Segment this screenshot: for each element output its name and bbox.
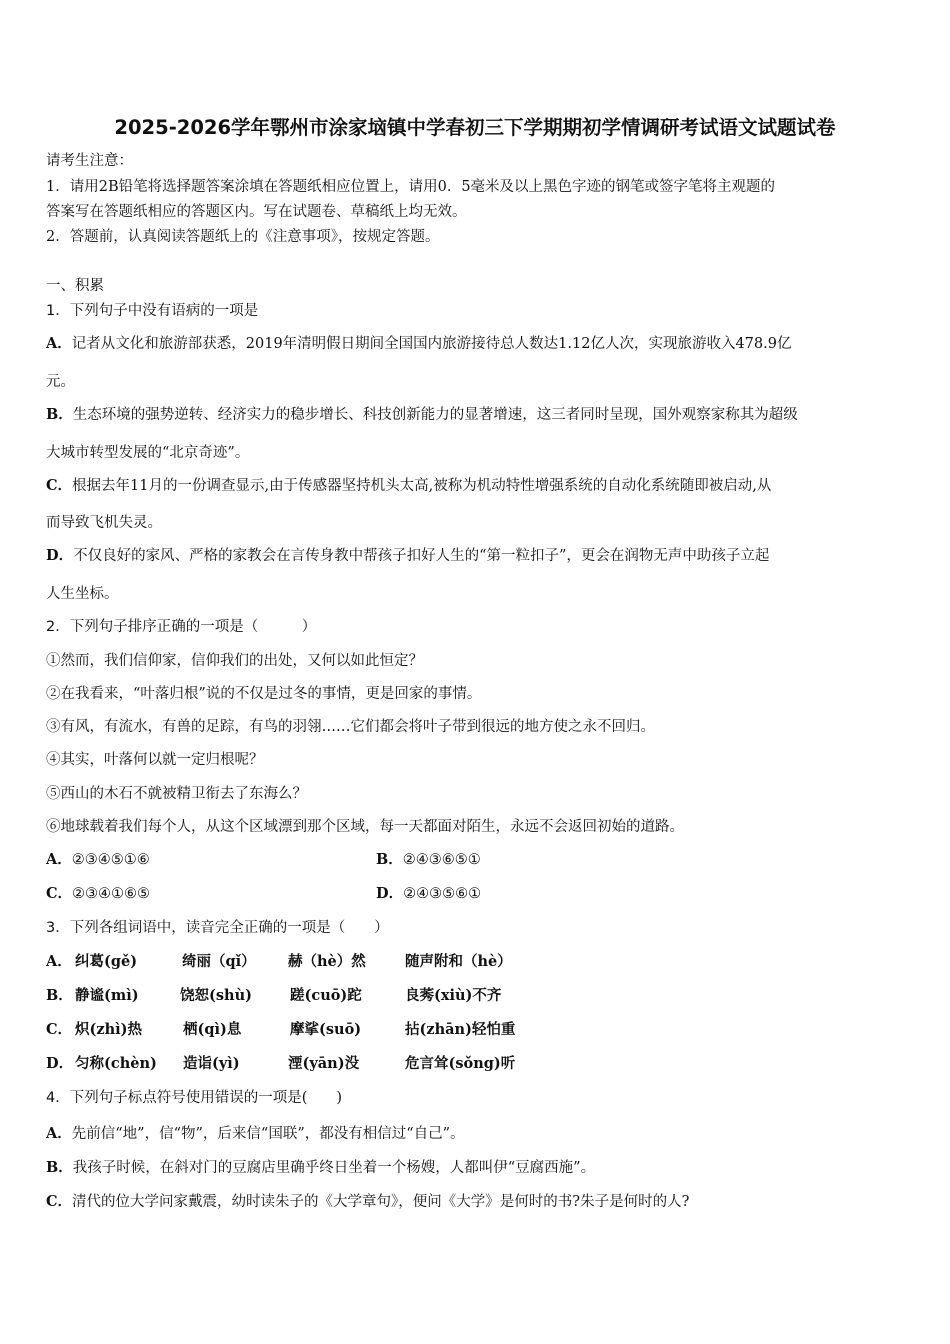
section-heading: 一、积累 xyxy=(46,278,104,294)
q3-c-word-4: 拈(zhān)轻怕重 xyxy=(405,1021,516,1038)
option-label: B． xyxy=(46,987,73,1004)
option-label: A． xyxy=(46,851,72,868)
option-label: A． xyxy=(46,1125,72,1142)
q3-a-word-3: 赫（hè）然 xyxy=(288,953,366,970)
question-3 xyxy=(46,918,389,938)
q1-option-c xyxy=(46,476,771,496)
option-text: ②③④①⑥⑤ xyxy=(72,886,151,902)
q2-sentence-4: ④其实，叶落何以就一定归根呢？ xyxy=(46,752,264,768)
question-1 xyxy=(46,301,258,321)
option-label: A． xyxy=(46,953,72,970)
question-1-stem: 下列句子中没有语病的一项是 xyxy=(69,303,259,319)
q2-option-a xyxy=(46,850,150,870)
notice-line-1: 1．请用2B铅笔将选择题答案涂填在答题纸相应位置上，请用0．5毫米及以上黑色字迹的钢笔或签字笔将主观题的 xyxy=(46,179,776,195)
q4-option-c xyxy=(46,1192,689,1212)
q1-option-b-cont: 大城市转型发展的“北京奇迹”。 xyxy=(46,445,250,461)
option-text: 记者从文化和旅游部获悉，2019年清明假日期间全国国内旅游接待总人数达1.12亿人次，实现旅游收入478.9亿 xyxy=(71,336,792,352)
option-text: ②④③⑤⑥① xyxy=(403,886,482,902)
question-3-stem: 下列各组词语中，读音完全正确的一项是（ ） xyxy=(69,920,389,936)
q3-a-word-4: 随声附和（hè） xyxy=(405,953,512,970)
question-4 xyxy=(46,1088,342,1108)
option-text: 生态环境的强势逆转、经济实力的稳步增长、科技创新能力的显著增速，这三者同时呈现，国外观察家称其为超级 xyxy=(72,407,798,423)
option-text: 我孩子时候，在斜对门的豆腐店里确乎终日坐着一个杨嫂，人都叫伊“豆腐西施”。 xyxy=(72,1160,596,1176)
question-2 xyxy=(46,617,316,637)
q3-c-word-2: 栖(qì)息 xyxy=(183,1021,242,1038)
option-text: 根据去年11月的一份调查显示,由于传感器坚持机头太高,被称为机动特性增强系统的自动化系统随即被启动,从 xyxy=(72,478,772,494)
option-text: 清代的位大学问家戴震，幼时读朱子的《大学章句》，便问《大学》是何时的书?朱子是何时的人? xyxy=(72,1194,690,1210)
q3-d-word-3: 湮(yān)没 xyxy=(288,1055,360,1072)
q4-option-b xyxy=(46,1158,595,1178)
option-label: A． xyxy=(46,335,72,352)
option-label: C． xyxy=(46,477,73,494)
question-2-number: 2． xyxy=(46,619,70,635)
question-2-stem: 下列句子排序正确的一项是（ ） xyxy=(69,619,317,635)
option-label: D． xyxy=(46,547,74,564)
q2-option-d xyxy=(376,884,481,904)
q1-option-a-cont: 元。 xyxy=(46,374,75,390)
q2-sentence-1: ①然而，我们信仰家，信仰我们的出处，又何以如此恒定？ xyxy=(46,653,423,669)
q3-d-word-2: 造诣(yì) xyxy=(183,1055,240,1072)
notice-line-3: 2．答题前，认真阅读答题纸上的《注意事项》，按规定答题。 xyxy=(46,229,440,245)
option-label: B． xyxy=(46,406,73,423)
exam-title: 2025-2026学年鄂州市涂家垴镇中学春初三下学期期初学情调研考试语文试题试卷 xyxy=(114,116,836,139)
q1-option-c-cont: 而导致飞机失灵。 xyxy=(46,515,162,531)
option-text: 不仅良好的家风、严格的家教会在言传身教中帮孩子扣好人生的“第一粒扣子”，更会在润物无声中助孩子立起 xyxy=(73,548,770,564)
q3-c-word-1: 炽(zhì)热 xyxy=(75,1021,143,1038)
q3-b-word-4: 良莠(xiù)不齐 xyxy=(405,987,502,1004)
notice-heading: 请考生注意： xyxy=(46,153,133,169)
q3-b-word-1: 静谧(mì) xyxy=(75,987,139,1004)
q2-sentence-2: ②在我看来，“叶落归根”说的不仅是过冬的事情，更是回家的事情。 xyxy=(46,686,482,702)
q2-sentence-5: ⑤西山的木石不就被精卫衔去了东海么？ xyxy=(46,786,307,802)
question-3-number: 3． xyxy=(46,920,70,936)
q1-option-b xyxy=(46,405,798,425)
q3-d-word-1: 匀称(chèn) xyxy=(75,1055,157,1072)
option-label: C． xyxy=(46,1021,73,1038)
q3-c-word-3: 摩挲(suō) xyxy=(290,1021,362,1038)
q3-b-word-3: 蹉(cuō)跎 xyxy=(290,987,362,1004)
question-1-number: 1． xyxy=(46,303,70,319)
q2-sentence-6: ⑥地球载着我们每个人，从这个区域漂到那个区域，每一天都面对陌生，永远不会返回初始的道路。 xyxy=(46,819,684,835)
option-text: ②④③⑥⑤① xyxy=(402,852,481,868)
q3-a-word-1: 纠葛(gě) xyxy=(75,953,138,970)
q2-option-c xyxy=(46,884,150,904)
question-4-number: 4． xyxy=(46,1090,70,1106)
q4-option-a xyxy=(46,1124,465,1144)
q2-option-b xyxy=(376,850,481,870)
notice-line-2: 答案写在答题纸相应的答题区内。写在试题卷、草稿纸上均无效。 xyxy=(46,204,467,220)
q3-b-word-2: 饶恕(shù) xyxy=(180,987,252,1004)
q1-option-d-cont: 人生坐标。 xyxy=(46,586,119,602)
q1-option-d xyxy=(46,546,769,566)
option-label: C． xyxy=(46,1193,73,1210)
option-label: C． xyxy=(46,885,73,902)
q1-option-a xyxy=(46,334,791,354)
option-label: D． xyxy=(46,1055,74,1072)
option-text: 先前信“地”，信“物”，后来信“国联”，都没有相信过“自己”。 xyxy=(71,1126,465,1142)
q3-d-word-4: 危言耸(sǒng)听 xyxy=(405,1055,516,1072)
option-label: D． xyxy=(376,885,404,902)
q3-a-word-2: 绮丽（qǐ） xyxy=(182,953,256,970)
option-label: B． xyxy=(46,1159,73,1176)
question-4-stem: 下列句子标点符号使用错误的一项是( ) xyxy=(69,1090,343,1106)
option-label: B． xyxy=(376,851,403,868)
option-text: ②③④⑤①⑥ xyxy=(71,852,150,868)
q2-sentence-3: ③有风，有流水，有兽的足踪，有鸟的羽翎……它们都会将叶子带到很远的地方使之永不回归。 xyxy=(46,719,655,735)
